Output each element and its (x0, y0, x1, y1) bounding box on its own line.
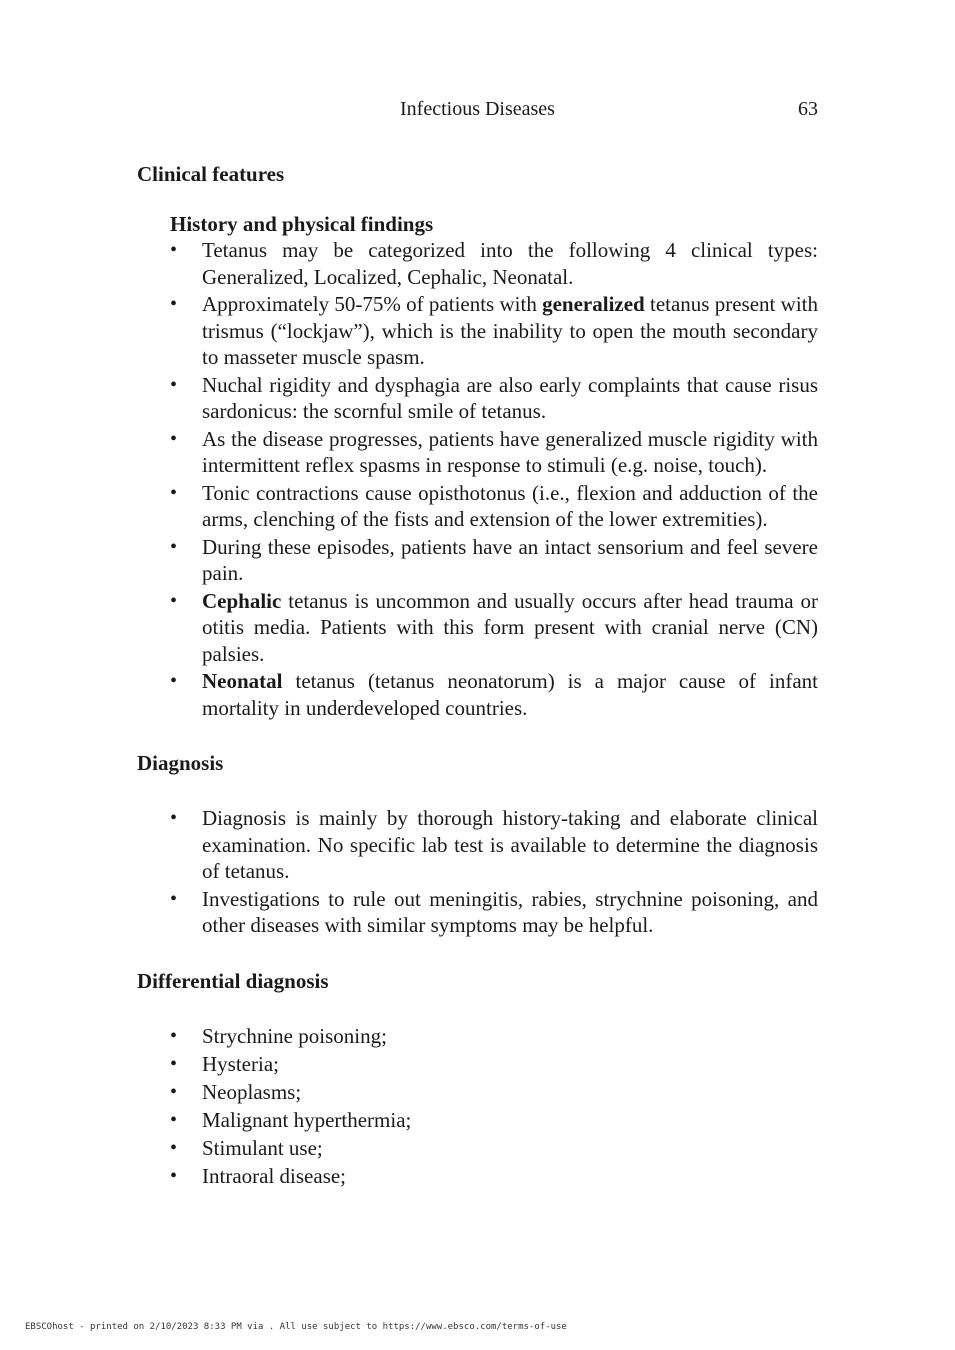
list-item: • Nuchal rigidity and dysphagia are also early complaints that cause risus sardonicus: the scornful smile of tetanus. (202, 372, 818, 425)
list-item: • Stimulant use; (202, 1135, 818, 1162)
list-item: • Neonatal tetanus (tetanus neonatorum) is a major cause of infant mortality in underdeveloped countries. (202, 668, 818, 721)
list-item: • Tetanus may be categorized into the following 4 clinical types: Generalized, Localized, Cephalic, Neonatal. (202, 237, 818, 290)
print-footer: EBSCOhost - printed on 2/10/2023 8:33 PM via . All use subject to https://www.ebsco.com/terms-of-use (25, 1322, 567, 1332)
list-item: • Tonic contractions cause opisthotonus (i.e., flexion and adduction of the arms, clenching of the fists and extension of the lower extremities). (202, 480, 818, 533)
running-title: Infectious Diseases (400, 98, 555, 120)
section-heading-clinical-features: Clinical features (137, 162, 285, 186)
section-heading-diagnosis: Diagnosis (137, 751, 224, 775)
diagnosis-list (137, 805, 818, 939)
list-item: • As the disease progresses, patients have generalized muscle rigidity with intermittent reflex spasms in response to stimuli (e.g. noise, touch). (202, 426, 818, 479)
list-item: • Investigations to rule out meningitis, rabies, strychnine poisoning, and other diseases with similar symptoms may be helpful. (202, 886, 818, 939)
subheading-history-physical: History and physical findings (170, 212, 434, 236)
page-header (137, 96, 818, 122)
list-item: • Strychnine poisoning; (202, 1023, 818, 1050)
list-item: • Diagnosis is mainly by thorough history-taking and elaborate clinical examination. No specific lab test is available to determine the diagnosis of tetanus. (202, 805, 818, 885)
page-number: 63 (798, 98, 818, 120)
differential-diagnosis-list (137, 1023, 818, 1190)
list-item: • Hysteria; (202, 1051, 818, 1078)
list-item: • Malignant hyperthermia; (202, 1107, 818, 1134)
list-item: • Neoplasms; (202, 1079, 818, 1106)
list-item: • Cephalic tetanus is uncommon and usually occurs after head trauma or otitis media. Patients with this form present with cranial nerve (CN) palsies. (202, 588, 818, 668)
list-item: • Intraoral disease; (202, 1163, 818, 1190)
list-item: • During these episodes, patients have an intact sensorium and feel severe pain. (202, 534, 818, 587)
page-content (137, 160, 818, 1191)
list-item: • Approximately 50-75% of patients with generalized tetanus present with trismus (“lockjaw”), which is the inability to open the mouth secondary to masseter muscle spasm. (202, 291, 818, 371)
clinical-features-list (137, 237, 818, 721)
section-heading-differential-diagnosis: Differential diagnosis (137, 968, 329, 993)
